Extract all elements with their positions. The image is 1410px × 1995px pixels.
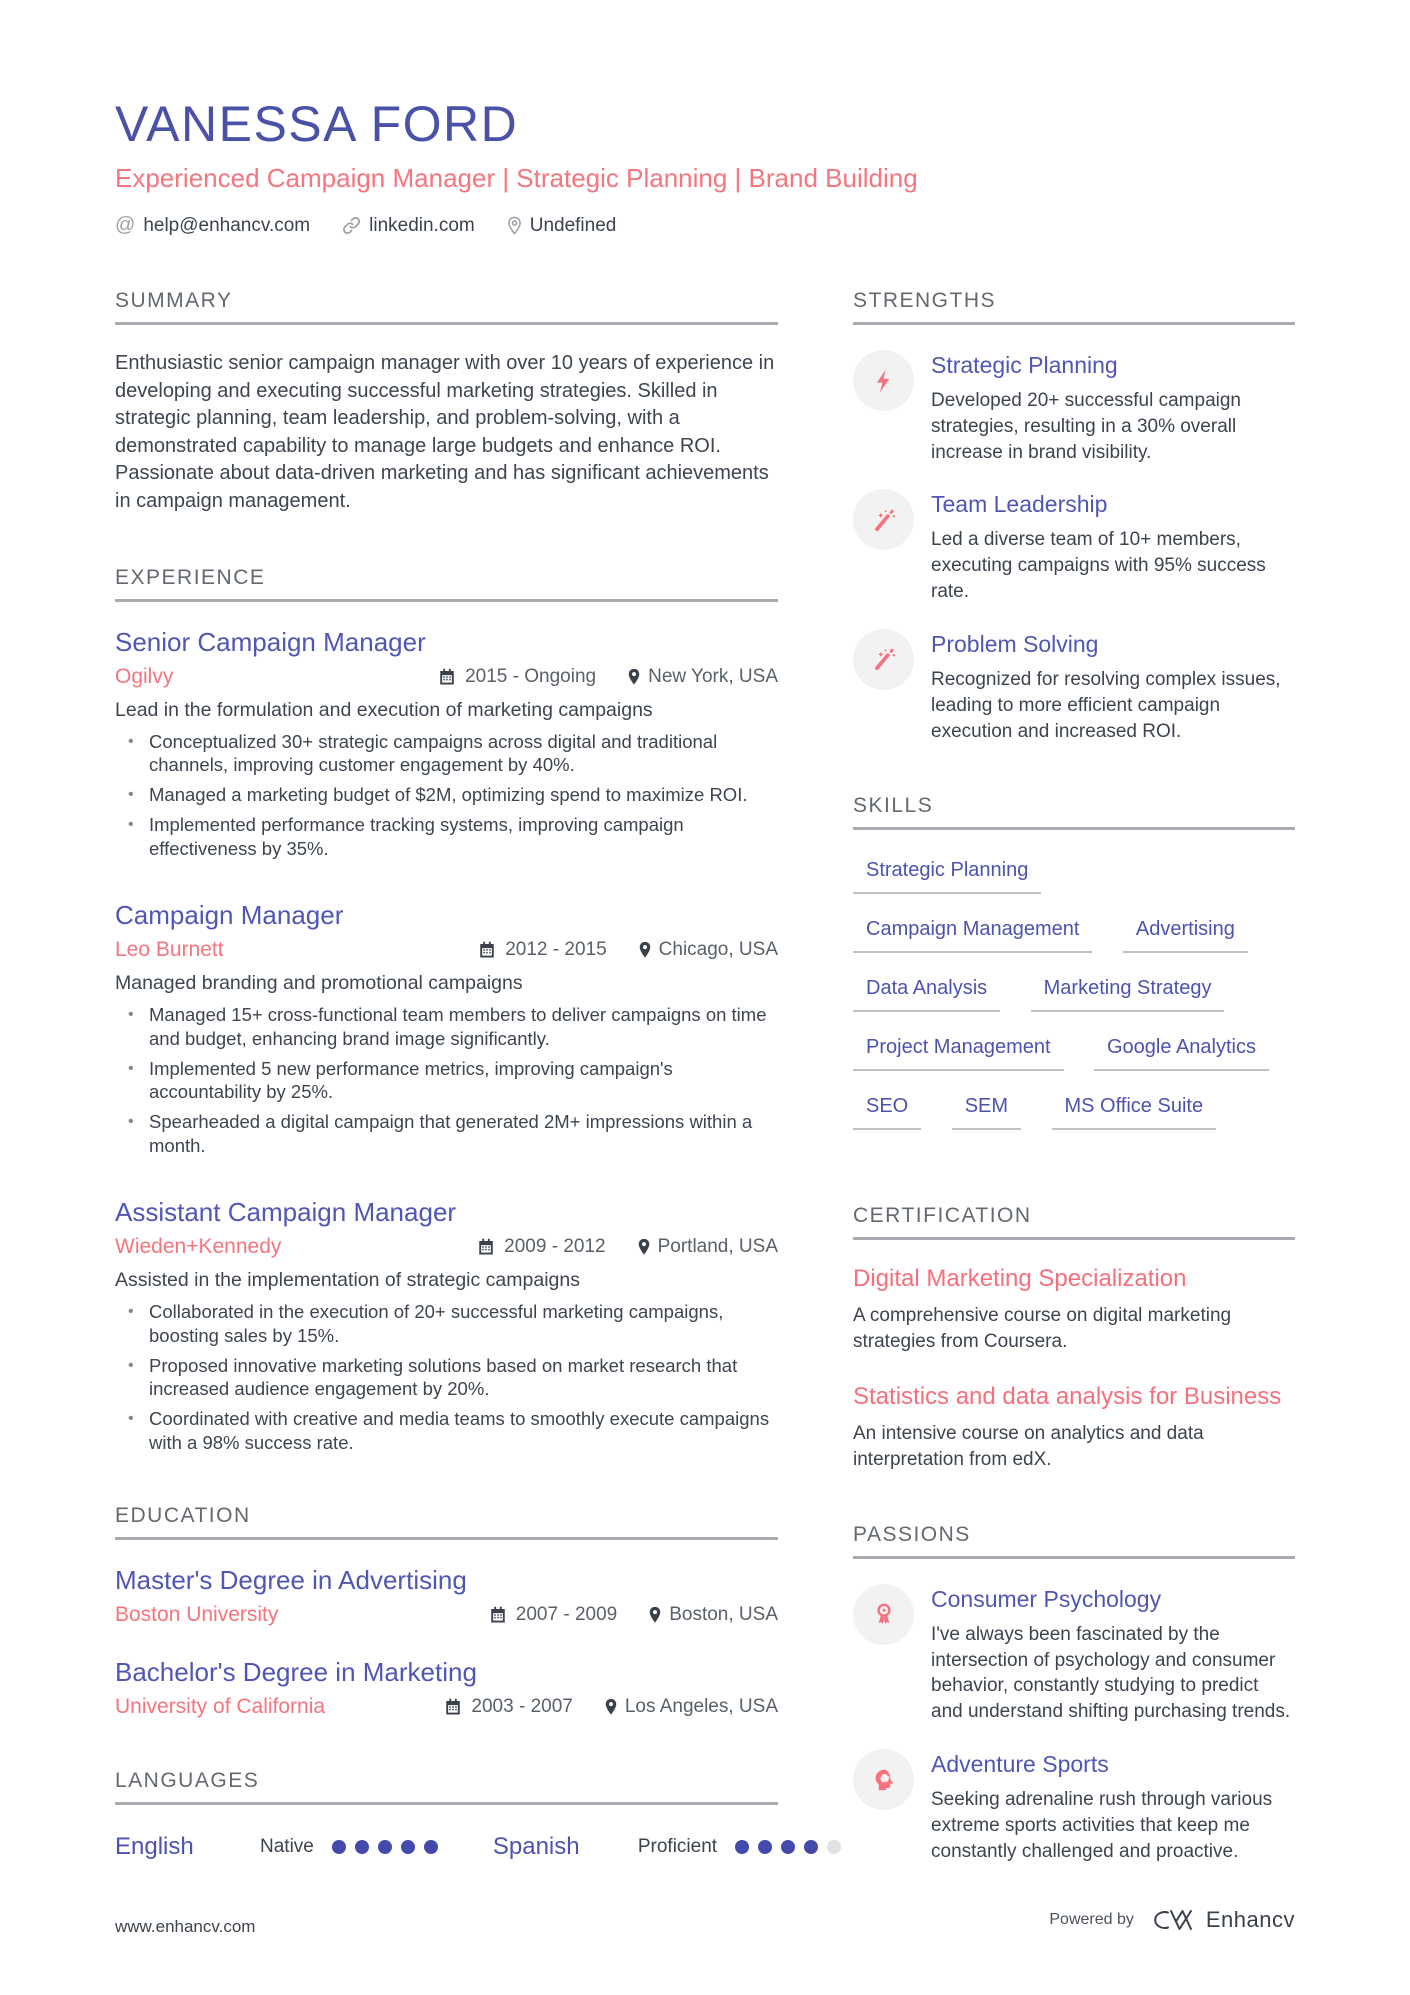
- calendar-icon: [438, 668, 456, 686]
- proficiency-dot: [804, 1840, 818, 1854]
- proficiency-dot: [781, 1840, 795, 1854]
- proficiency-dot: [355, 1840, 369, 1854]
- job-location: [627, 666, 778, 688]
- skill-tag: MS Office Suite: [1052, 1095, 1217, 1130]
- experience-entry: [115, 1197, 778, 1454]
- certification-text: An intensive course on analytics and data interpretation from edX.: [853, 1423, 1204, 1470]
- job-dates-text: 2012 - 2015: [505, 939, 607, 961]
- education-entry: [115, 1657, 778, 1719]
- section-certification: [853, 1204, 1295, 1472]
- certification-item: [853, 1265, 1295, 1355]
- job-bullet: • Coordinated with creative and media teams to smoothly execute campaigns with a 98% success rate.: [115, 1407, 778, 1454]
- job-bullet: • Managed 15+ cross-functional team members to deliver campaigns on time and budget, enhancing brand image significantly.: [115, 1003, 778, 1050]
- location-pin-icon: [507, 216, 522, 235]
- footer-site-link[interactable]: www.enhancv.com: [115, 1917, 256, 1936]
- right-column: [853, 289, 1295, 1915]
- link-icon: [342, 216, 361, 235]
- certification-item: [853, 1383, 1295, 1473]
- certification-title: Statistics and data analysis for Business: [853, 1383, 1282, 1411]
- contact-row: [115, 214, 1295, 237]
- section-experience: [115, 566, 778, 1455]
- language-proficiency-dots: [332, 1840, 438, 1854]
- bullet-icon: •: [128, 1112, 134, 1130]
- certification-title: Digital Marketing Specialization: [853, 1265, 1187, 1293]
- summary-heading: SUMMARY: [115, 289, 778, 325]
- strength-title: Strategic Planning: [931, 352, 1118, 378]
- bullet-icon: •: [128, 785, 134, 803]
- skill-tag: SEM: [952, 1095, 1021, 1130]
- language-item: [493, 1833, 841, 1861]
- bullet-icon: •: [128, 1006, 134, 1024]
- job-location: [638, 939, 778, 961]
- passion-item: [853, 1749, 1295, 1864]
- experience-entry: [115, 627, 778, 861]
- degree-title: Master's Degree in Advertising: [115, 1565, 467, 1596]
- job-lead: Lead in the formulation and execution of marketing campaigns: [115, 698, 653, 721]
- skill-tag: Project Management: [853, 1036, 1064, 1071]
- passions-heading: PASSIONS: [853, 1523, 1295, 1559]
- bullet-icon: •: [128, 815, 134, 833]
- proficiency-dot: [424, 1840, 438, 1854]
- job-dates: [438, 666, 596, 688]
- job-dates: [478, 939, 606, 961]
- job-dates-text: 2015 - Ongoing: [465, 665, 597, 687]
- bullet-icon: •: [128, 732, 134, 750]
- location-pin-icon: [637, 1238, 651, 1256]
- job-location-text: New York, USA: [648, 665, 778, 687]
- company-name: Leo Burnett: [115, 938, 224, 962]
- proficiency-dot: [758, 1840, 772, 1854]
- job-bullet: • Spearheaded a digital campaign that generated 2M+ impressions within a month.: [115, 1110, 778, 1157]
- lightning-icon: [853, 350, 914, 411]
- experience-heading: EXPERIENCE: [115, 566, 778, 602]
- footer-branding: [1049, 1906, 1295, 1934]
- strength-item: [853, 350, 1295, 465]
- languages-heading: LANGUAGES: [115, 1769, 778, 1805]
- job-location-text: Chicago, USA: [658, 939, 778, 961]
- header: [115, 95, 1295, 237]
- job-lead: Assisted in the implementation of strategic campaigns: [115, 1269, 580, 1292]
- calendar-icon: [444, 1698, 462, 1716]
- section-education: [115, 1504, 778, 1719]
- degree-location: [648, 1604, 778, 1626]
- passion-item: [853, 1584, 1295, 1725]
- proficiency-dot: [735, 1840, 749, 1854]
- section-strengths: [853, 289, 1295, 744]
- language-level: Proficient: [637, 1836, 718, 1858]
- headline: Experienced Campaign Manager | Strategic Planning | Brand Building: [115, 163, 918, 193]
- enhancv-logo-icon: [1147, 1906, 1193, 1934]
- calendar-icon: [489, 1606, 507, 1624]
- degree-dates-text: 2007 - 2009: [515, 1604, 618, 1626]
- language-proficiency-dots: [735, 1840, 841, 1854]
- calendar-icon: [478, 941, 496, 959]
- skill-tag: SEO: [853, 1095, 921, 1130]
- medal-icon: [853, 1584, 914, 1645]
- proficiency-dot: [401, 1840, 415, 1854]
- job-lead: Managed branding and promotional campaigns: [115, 972, 523, 995]
- degree-location-text: Boston, USA: [669, 1604, 778, 1626]
- section-summary: [115, 289, 778, 516]
- summary-text: Enthusiastic senior campaign manager with over 10 years of experience in developing and executing successful marketing strategies. Skilled in strategic planning, team leadership, and problem-solving, with a demonstrated capability to manage large budgets and enhance ROI. Passionate about data-driven marketing and has significant achievements in campaign management.: [115, 352, 775, 512]
- strength-text: Developed 20+ successful campaign strategies, resulting in a 30% overall increase in brand visibility.: [931, 390, 1241, 463]
- magic-wand-icon: [853, 489, 914, 550]
- job-bullet: • Conceptualized 30+ strategic campaigns across digital and traditional channels, improving customer engagement by 40%.: [115, 730, 778, 777]
- person-name: VANESSA FORD: [115, 96, 519, 152]
- proficiency-dot: [378, 1840, 392, 1854]
- strength-text: Led a diverse team of 10+ members, executing campaigns with 95% success rate.: [931, 529, 1266, 603]
- skill-tag: Advertising: [1123, 918, 1248, 953]
- education-heading: EDUCATION: [115, 1504, 778, 1540]
- degree-dates: [489, 1604, 617, 1626]
- job-bullet: • Proposed innovative marketing solutions based on market research that increased audience engagement by 20%.: [115, 1354, 778, 1401]
- bullet-icon: •: [128, 1059, 134, 1077]
- degree-dates: [444, 1696, 572, 1718]
- degree-dates-text: 2003 - 2007: [471, 1696, 573, 1718]
- strength-item: [853, 629, 1295, 744]
- brand-name: Enhancv: [1205, 1907, 1295, 1932]
- proficiency-dot: [332, 1840, 346, 1854]
- degree-title: Bachelor's Degree in Marketing: [115, 1657, 477, 1688]
- skill-tag: Data Analysis: [853, 977, 1000, 1012]
- calendar-icon: [477, 1238, 495, 1256]
- location-pin-icon: [627, 668, 641, 686]
- contact-location-text: Undefined: [529, 214, 617, 236]
- skill-tag: Campaign Management: [853, 918, 1092, 953]
- job-bullet: • Managed a marketing budget of $2M, optimizing spend to maximize ROI.: [115, 783, 778, 807]
- passion-title: Adventure Sports: [931, 1751, 1109, 1778]
- strength-item: [853, 489, 1295, 604]
- contact-email[interactable]: [115, 214, 310, 237]
- section-skills: [853, 794, 1295, 1154]
- passion-title: Consumer Psychology: [931, 1585, 1162, 1612]
- job-bullet: • Collaborated in the execution of 20+ successful marketing campaigns, boosting sales by 15%.: [115, 1300, 778, 1347]
- strengths-heading: STRENGTHS: [853, 289, 1295, 325]
- job-title: Senior Campaign Manager: [115, 626, 426, 657]
- bullet-icon: •: [128, 1356, 134, 1374]
- skill-tag: Google Analytics: [1094, 1036, 1269, 1071]
- skills-heading: SKILLS: [853, 794, 1295, 830]
- experience-entry: [115, 900, 778, 1157]
- company-name: Ogilvy: [115, 664, 174, 688]
- job-dates: [477, 1236, 605, 1258]
- job-title: Assistant Campaign Manager: [115, 1197, 457, 1228]
- job-bullet: • Implemented performance tracking systems, improving campaign effectiveness by 35%.: [115, 813, 778, 860]
- education-entry: [115, 1565, 778, 1627]
- certification-heading: CERTIFICATION: [853, 1204, 1295, 1240]
- contact-linkedin[interactable]: [342, 215, 475, 237]
- section-passions: [853, 1523, 1295, 1865]
- at-icon: @: [115, 214, 136, 236]
- left-column: [115, 289, 778, 1915]
- contact-email-text: help@enhancv.com: [143, 214, 311, 236]
- mind-icon: [853, 1749, 914, 1810]
- section-languages: [115, 1769, 778, 1861]
- degree-location: [604, 1696, 778, 1718]
- bullet-icon: •: [128, 1409, 134, 1427]
- job-title: Campaign Manager: [115, 900, 344, 931]
- job-bullet: • Implemented 5 new performance metrics, improving campaign's accountability by 25%.: [115, 1057, 778, 1104]
- proficiency-dot: [827, 1840, 841, 1854]
- language-name: Spanish: [492, 1833, 580, 1861]
- degree-location-text: Los Angeles, USA: [624, 1696, 778, 1718]
- powered-by-label: Powered by: [1049, 1911, 1134, 1928]
- certification-text: A comprehensive course on digital marketing strategies from Coursera.: [853, 1305, 1232, 1353]
- strength-title: Problem Solving: [931, 630, 1099, 657]
- skill-tag: Marketing Strategy: [1031, 977, 1225, 1012]
- contact-location: [507, 215, 617, 237]
- strength-title: Team Leadership: [931, 491, 1108, 518]
- language-item: [115, 1833, 438, 1861]
- company-name: Wieden+Kennedy: [115, 1235, 282, 1259]
- location-pin-icon: [604, 1698, 618, 1716]
- bullet-icon: •: [128, 1303, 134, 1321]
- strength-text: Recognized for resolving complex issues, leading to more efficient campaign execution and increased ROI.: [931, 668, 1281, 742]
- job-dates-text: 2009 - 2012: [504, 1236, 606, 1258]
- magic-wand-icon: [853, 629, 914, 690]
- passion-text: Seeking adrenaline rush through various extreme sports activities that keep me constantly challenged and proactive.: [931, 1789, 1273, 1862]
- passion-text: I've always been fascinated by the intersection of psychology and consumer behavior, constantly studying to predict and understand shifting purchasing trends.: [931, 1623, 1291, 1723]
- school-name: University of California: [115, 1695, 326, 1719]
- job-location: [637, 1236, 778, 1258]
- contact-linkedin-text: linkedin.com: [369, 214, 475, 236]
- language-level: Native: [260, 1836, 314, 1858]
- skill-tag: Strategic Planning: [853, 859, 1041, 894]
- school-name: Boston University: [115, 1603, 279, 1627]
- job-location-text: Portland, USA: [657, 1236, 778, 1258]
- language-name: English: [115, 1833, 194, 1861]
- location-pin-icon: [648, 1606, 662, 1624]
- location-pin-icon: [638, 941, 652, 959]
